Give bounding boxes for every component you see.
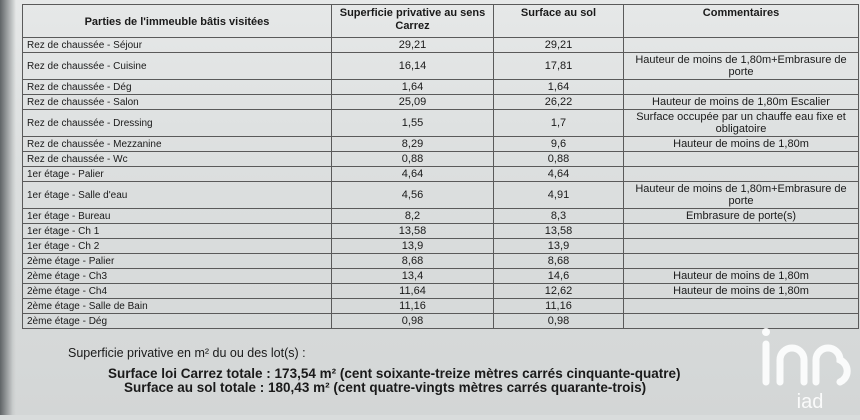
cell-comment: Surface occupée par un chauffe eau fixe et obligatoire	[624, 110, 859, 137]
table-row	[23, 284, 859, 299]
table-row	[23, 209, 859, 224]
cell-sol: 4,91	[494, 182, 624, 209]
cell-carrez: 1,55	[332, 110, 494, 137]
table-row	[23, 95, 859, 110]
cell-part: Rez de chaussée - Séjour	[23, 38, 332, 53]
table-row	[23, 38, 859, 53]
cell-carrez: 4,64	[332, 167, 494, 182]
cell-comment: Hauteur de moins de 1,80m	[624, 269, 859, 284]
watermark-text: iad	[796, 391, 824, 413]
cell-part: 1er étage - Ch 1	[23, 224, 332, 239]
table-row	[23, 314, 859, 329]
header-commentaires: Commentaires	[624, 5, 859, 38]
iad-logo-icon	[754, 312, 860, 415]
cell-carrez: 0,88	[332, 152, 494, 167]
header-carrez: Superficie privative au sens Carrez	[332, 5, 494, 38]
cell-sol: 0,88	[494, 152, 624, 167]
table-row	[23, 110, 859, 137]
cell-carrez: 8,68	[332, 254, 494, 269]
cell-sol: 13,9	[494, 239, 624, 254]
table-row	[23, 224, 859, 239]
summary-intro: Superficie privative en m² du ou des lot(s) :	[68, 346, 306, 360]
cell-sol: 29,21	[494, 38, 624, 53]
table-row	[23, 239, 859, 254]
carrez-total: Surface loi Carrez totale : 173,54 m² (cent soixante-treize mètres carrés cinquante-quatre)	[108, 366, 681, 381]
cell-carrez: 13,4	[332, 269, 494, 284]
cell-comment: Hauteur de moins de 1,80m	[624, 137, 859, 152]
cell-carrez: 8,29	[332, 137, 494, 152]
cell-sol: 12,62	[494, 284, 624, 299]
cell-part: 2ème étage - Dég	[23, 314, 332, 329]
cell-comment	[624, 224, 859, 239]
cell-carrez: 16,14	[332, 53, 494, 80]
table-row	[23, 167, 859, 182]
cell-carrez: 13,9	[332, 239, 494, 254]
cell-sol: 13,58	[494, 224, 624, 239]
cell-comment	[624, 38, 859, 53]
cell-part: Rez de chaussée - Dressing	[23, 110, 332, 137]
cell-part: Rez de chaussée - Wc	[23, 152, 332, 167]
cell-comment: Hauteur de moins de 1,80m+Embrasure de porte	[624, 53, 859, 80]
table-row	[23, 269, 859, 284]
cell-part: 2ème étage - Palier	[23, 254, 332, 269]
cell-comment: Hauteur de moins de 1,80m+Embrasure de porte	[624, 182, 859, 209]
cell-sol: 1,64	[494, 80, 624, 95]
cell-part: 1er étage - Palier	[23, 167, 332, 182]
summary-block	[60, 346, 820, 395]
cell-part: 2ème étage - Ch4	[23, 284, 332, 299]
cell-carrez: 0,98	[332, 314, 494, 329]
cell-comment	[624, 167, 859, 182]
cell-part: Rez de chaussée - Mezzanine	[23, 137, 332, 152]
table-body	[23, 38, 859, 329]
table-row	[23, 152, 859, 167]
cell-sol: 14,6	[494, 269, 624, 284]
table-row	[23, 80, 859, 95]
cell-comment	[624, 152, 859, 167]
cell-sol: 8,68	[494, 254, 624, 269]
table-row	[23, 254, 859, 269]
cell-sol: 17,81	[494, 53, 624, 80]
cell-comment	[624, 254, 859, 269]
cell-sol: 26,22	[494, 95, 624, 110]
cell-carrez: 8,2	[332, 209, 494, 224]
cell-carrez: 11,64	[332, 284, 494, 299]
table-header-row	[23, 5, 859, 38]
table-row	[23, 299, 859, 314]
cell-sol: 11,16	[494, 299, 624, 314]
cell-carrez: 1,64	[332, 80, 494, 95]
cell-part: 1er étage - Bureau	[23, 209, 332, 224]
cell-sol: 4,64	[494, 167, 624, 182]
cell-part: Rez de chaussée - Salon	[23, 95, 332, 110]
surface-table	[22, 4, 859, 329]
cell-part: Rez de chaussée - Cuisine	[23, 53, 332, 80]
cell-carrez: 29,21	[332, 38, 494, 53]
cell-part: Rez de chaussée - Dég	[23, 80, 332, 95]
cell-carrez: 13,58	[332, 224, 494, 239]
cell-comment	[624, 239, 859, 254]
cell-sol: 9,6	[494, 137, 624, 152]
cell-part: 2ème étage - Ch3	[23, 269, 332, 284]
header-surface-sol: Surface au sol	[494, 5, 624, 38]
table-row	[23, 182, 859, 209]
cell-comment: Hauteur de moins de 1,80m	[624, 284, 859, 299]
cell-carrez: 25,09	[332, 95, 494, 110]
cell-comment	[624, 80, 859, 95]
cell-sol: 0,98	[494, 314, 624, 329]
table-row	[23, 137, 859, 152]
cell-comment: Embrasure de porte(s)	[624, 209, 859, 224]
cell-carrez: 11,16	[332, 299, 494, 314]
sol-total: Surface au sol totale : 180,43 m² (cent quatre-vingts mètres carrés quarante-trois)	[124, 380, 647, 395]
cell-part: 1er étage - Salle d'eau	[23, 182, 332, 209]
table-row	[23, 53, 859, 80]
cell-part: 2ème étage - Salle de Bain	[23, 299, 332, 314]
cell-carrez: 4,56	[332, 182, 494, 209]
cell-sol: 8,3	[494, 209, 624, 224]
header-parties: Parties de l'immeuble bâtis visitées	[23, 5, 332, 38]
cell-sol: 1,7	[494, 110, 624, 137]
cell-part: 1er étage - Ch 2	[23, 239, 332, 254]
cell-comment: Hauteur de moins de 1,80m Escalier	[624, 95, 859, 110]
